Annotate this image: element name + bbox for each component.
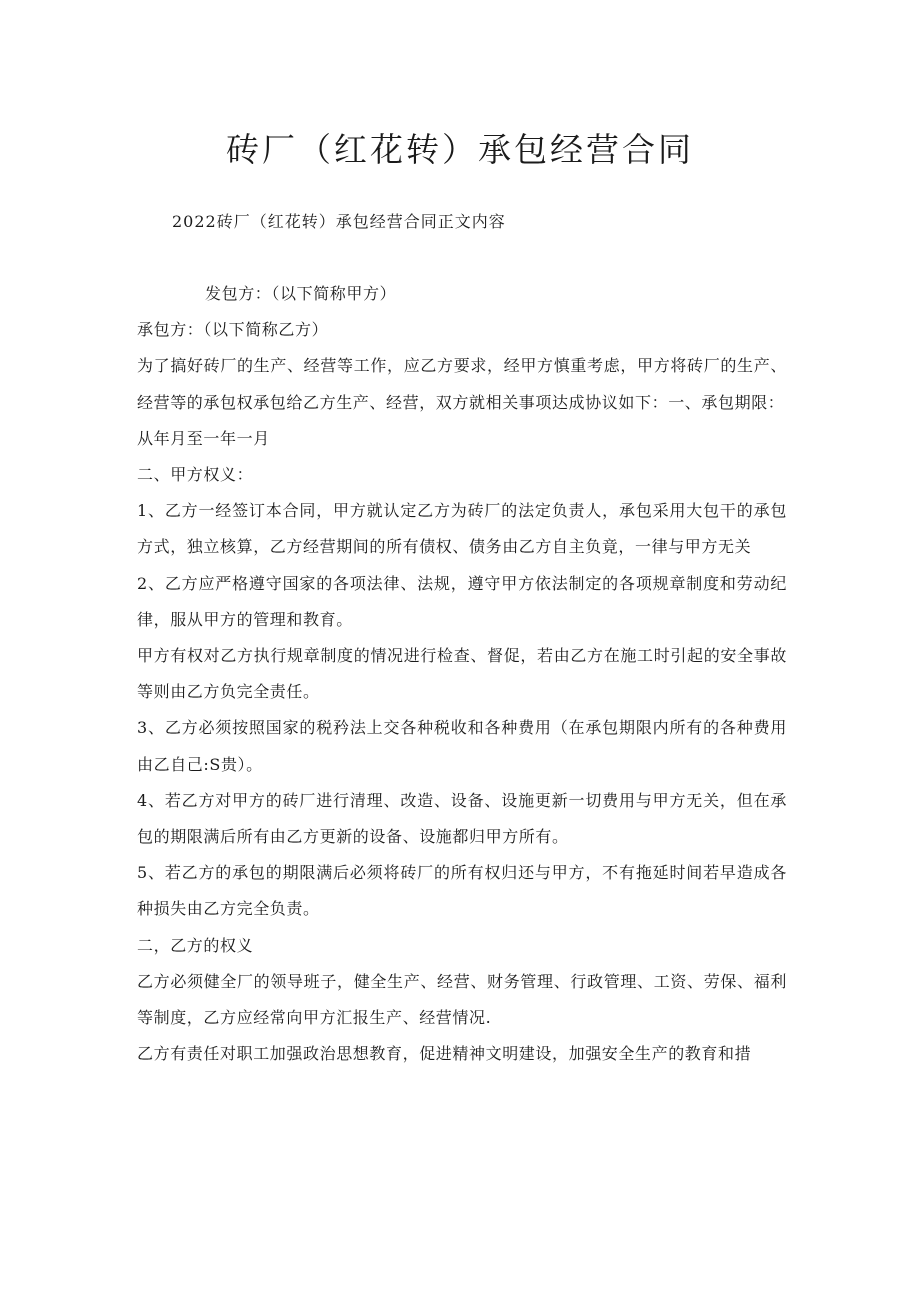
- document-title: 砖厂（红花转）承包经营合同: [226, 130, 694, 169]
- clause-3: 3、乙方必须按照国家的税矜法上交各种税收和各种费用（在承包期限内所有的各种费用由乙自己:S贵）。: [137, 718, 787, 774]
- clause-4: 4、若乙方对甲方的砖厂进行清理、改造、设备、设施更新一切费用与甲方无关，但在承包的期限满后所有由乙方更新的设备、设施都归甲方所有。: [137, 790, 787, 847]
- clause-1: 1、乙方一经签订本合同，甲方就认定乙方为砖厂的法定负责人，承包采用大包干的承包方式，独立核算，乙方经营期间的所有债权、债务由乙方自主负竟，一律与甲方无关: [137, 501, 787, 557]
- preamble-paragraph: 为了搞好砖厂的生产、经营等工作，应乙方要求，经甲方慎重考虑，甲方将砖厂的生产、经营等的承包权承包给乙方生产、经营，双方就相关事项达成协议如下：一、承包期限：: [137, 356, 787, 412]
- clause-2: 2、乙方应严格遵守国家的各项法律、法规，遵守甲方依法制定的各项规章制度和劳动纪律，服从甲方的管理和教育。: [137, 573, 787, 629]
- party-b-line: 承包方：（以下简称乙方）: [137, 320, 329, 340]
- document-subtitle: 2022砖厂（红花转）承包经营合同正文内容: [172, 212, 506, 231]
- clause-2-continued: 甲方有权对乙方执行规章制度的情况进行检查、督促，若由乙方在施工时引起的安全事故等则由乙方负完全责任。: [137, 646, 787, 702]
- section-heading-party-a: 二、甲方权义：: [137, 465, 254, 485]
- document-body: [137, 276, 787, 1072]
- clause-5: 5、若乙方的承包的期限满后必须将砖厂的所有权归还与甲方，不有拖延时间若早造成各种损失由乙方完全负责。: [137, 863, 787, 919]
- party-b-clause-1: 乙方必须健全厂的领导班子，健全生产、经营、财务管理、行政管理、工资、劳保、福利等制度，乙方应经常向甲方汇报生产、经营情况.: [137, 971, 787, 1028]
- term-line: 从年月至一年一月: [137, 428, 270, 448]
- party-a-line: 发包方：（以下简称甲方）: [205, 284, 397, 303]
- party-b-clause-2: 乙方有责任对职工加强政治思想教育，促进精神文明建设，加强安全生产的教育和措: [137, 1044, 752, 1064]
- section-heading-party-b: 二，乙方的权义: [137, 935, 254, 955]
